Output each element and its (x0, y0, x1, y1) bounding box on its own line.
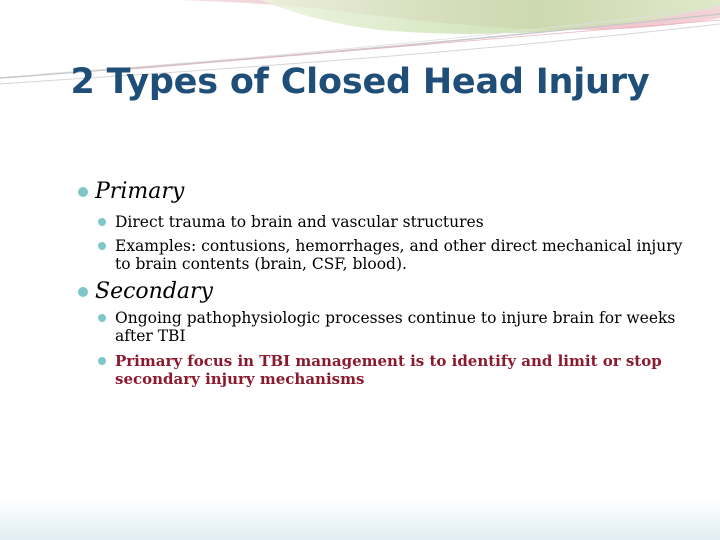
green-swoosh (260, 0, 720, 34)
list-item-emphasis (98, 352, 688, 388)
bullet-icon (98, 242, 106, 250)
bullet-icon (98, 357, 106, 365)
slide-title: 2 Types of Closed Head Injury (70, 62, 650, 102)
bullet-icon (98, 314, 106, 322)
list-item-text: Direct trauma to brain and vascular structures (115, 213, 484, 231)
section-heading-text: Primary (95, 179, 185, 204)
list-item (98, 213, 688, 231)
list-item-text: Examples: contusions, hemorrhages, and other direct mechanical injury to brain contents (brain, CSF, blood). (115, 237, 683, 273)
list-item (98, 309, 688, 345)
list-item-text: Ongoing pathophysiologic processes continue to injure brain for weeks after TBI (115, 309, 676, 345)
bullet-icon (78, 187, 88, 197)
bullet-icon (78, 287, 88, 297)
bottom-gradient-decoration (0, 500, 720, 540)
list-item-text: Primary focus in TBI management is to identify and limit or stop secondary injury mechanisms (115, 352, 662, 388)
section-heading-text: Secondary (95, 279, 213, 304)
bullet-icon (98, 218, 106, 226)
list-item (98, 237, 688, 273)
